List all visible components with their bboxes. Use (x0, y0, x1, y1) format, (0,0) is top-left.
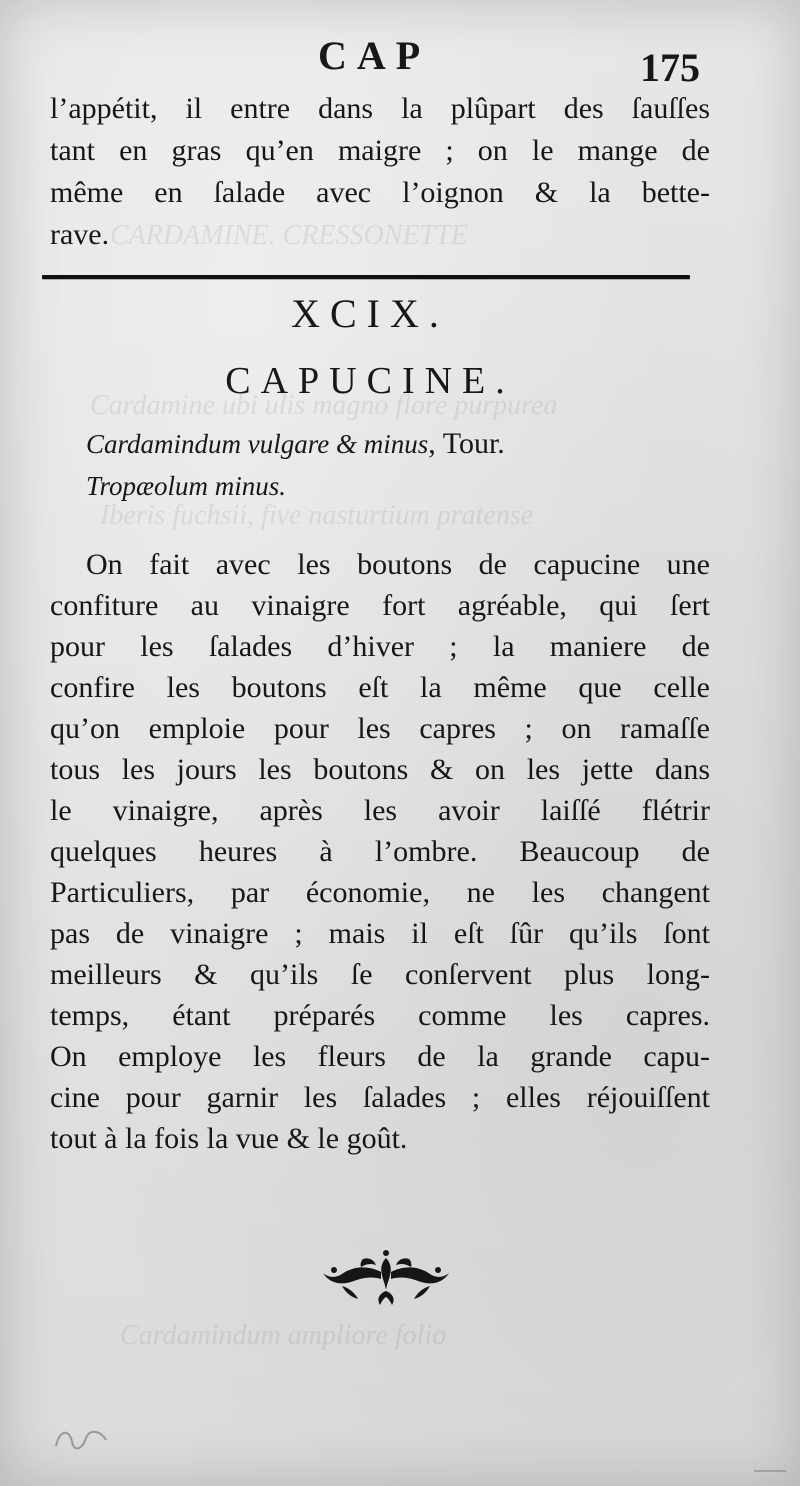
text-line: qu’on emploie pour les capres ; on ramaſſe (50, 712, 710, 745)
text-line: tous les jours les boutons & on les jette dans (50, 753, 710, 786)
floral-tailpiece-icon (318, 1248, 454, 1308)
text-line: l’appétit, il entre dans la plûpart des ſauſſes (50, 92, 710, 125)
section-title: CAPUCINE. (225, 360, 515, 402)
synonym-line (86, 423, 706, 465)
text-line: pas de vinaigre ; mais il eſt ſûr qu’ils ſont (50, 917, 710, 950)
show-through-text: CARDAMINE. CRESSONETTE (110, 220, 468, 251)
show-through-text: Cardamindum ampliore folio (120, 1320, 447, 1351)
show-through-text: Iberis fuchsii, five nasturtium pratense (100, 500, 534, 531)
synonym-line: Tropæolum minus. (86, 471, 287, 501)
section-number: XCIX. (291, 291, 449, 336)
botanical-synonyms (86, 423, 706, 507)
text-line: tant en gras qu’en maigre ; on le mange de (50, 134, 710, 167)
paper-edge-mark (752, 1458, 788, 1476)
text-line: rave. (50, 218, 110, 251)
text-line: quelques heures à l’ombre. Beaucoup de (50, 835, 710, 868)
text-line: même en ſalade avec l’oignon & la bette- (50, 176, 710, 209)
text-line: confire les boutons eſt la même que celle (50, 671, 710, 704)
page-number: 175 (640, 45, 700, 90)
running-head: CAP (318, 33, 431, 78)
synonym-author: , Tour. (428, 427, 505, 460)
text-line: On fait avec les boutons de capucine une (86, 548, 710, 581)
text-line: cine pour garnir les ſalades ; elles réjouiſſent (50, 1081, 710, 1114)
show-through-text: Cardamine ubi ulis magno flore purpurea (90, 390, 558, 421)
text-line: meilleurs & qu’ils ſe conſervent plus long- (50, 958, 710, 991)
main-paragraph (50, 544, 710, 1159)
synonym-name: Cardamindum vulgare & minus (86, 429, 429, 459)
text-line: Particuliers, par économie, ne les changent (50, 876, 710, 909)
paper-stain-mark (48, 1418, 118, 1458)
text-line: temps, étant préparés comme les capres. (50, 999, 710, 1032)
text-line: pour les ſalades d’hiver ; la maniere de (50, 630, 710, 663)
text-line: confiture au vinaigre fort agréable, qui ſert (50, 589, 710, 622)
page-header (0, 33, 800, 96)
continued-paragraph (50, 88, 710, 256)
text-line: On employe les fleurs de la grande capu- (50, 1040, 710, 1073)
text-line: tout à la fois la vue & le goût. (50, 1122, 408, 1155)
text-line: le vinaigre, après les avoir laiſſé flétrir (50, 794, 710, 827)
section-divider (42, 275, 690, 279)
